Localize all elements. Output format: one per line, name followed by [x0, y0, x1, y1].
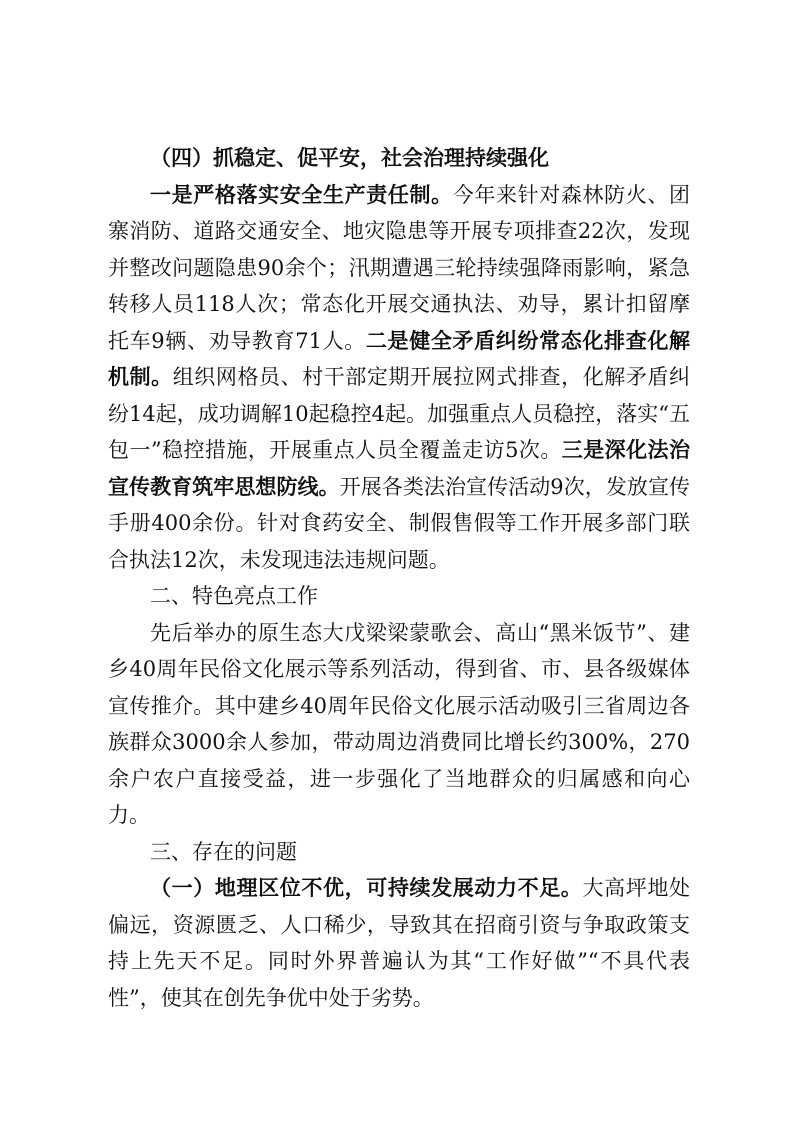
section-4-paragraph	[108, 177, 690, 579]
point-3-title: 三是深化法治宣传教育筑牢思想防线。	[108, 437, 690, 499]
point-3-text: 开展各类法治宣传活动9次，发放宣传手册400余份。针对食药安全、制假售假等工作开展多部门联合执法12次，未发现违法违规问题。	[108, 474, 691, 572]
point-1-text: 今年来针对森林防火、团寨消防、道路交通安全、地灾隐患等开展专项排查22次，发现并整改问题隐患90余个；汛期遭遇三轮持续强降雨影响，紧急转移人员118人次；常态化开展交通执法、劝导，累计扣留摩托车9辆、劝导教育71人。	[108, 182, 690, 353]
problem-1-text: 大高坪地处偏远，资源匮乏、人口稀少，导致其在招商引资与争取政策支持上先天不足。同时外界普遍认为其“工作好做”“不具代表性”，使其在创先争优中处于劣势。	[108, 876, 690, 1010]
point-1-title: 一是严格落实安全生产责任制。	[150, 181, 453, 207]
problems-paragraph	[108, 870, 690, 1016]
problem-1-title: （一）地理区位不优，可持续发展动力不足。	[150, 875, 583, 900]
point-2-text: 组织网格员、村干部定期开展拉网式排查，化解矛盾纠纷14起，成功调解10起稳控4起。加强重点人员稳控，落实“五包一”稳控措施，开展重点人员全覆盖走访5次。	[108, 365, 691, 462]
section-4-heading: （四）抓稳定、促平安，社会治理持续强化	[150, 145, 549, 170]
point-2-title: 二是健全矛盾纠纷常态化排查化解机制。	[108, 327, 690, 389]
problems-heading: 三、存在的问题	[150, 839, 297, 864]
highlights-paragraph: 先后举办的原生态大戊梁梁蒙歌会、高山“黑米饭节”、建乡40周年民俗文化展示等系列活动，得到省、市、县各级媒体宣传推介。其中建乡40周年民俗文化展示活动吸引三省周边各族群众3000余人参加，带动周边消费同比增长约300%，270余户农户直接受益，进一步强化了当地群众的归属感和向心力。	[108, 620, 690, 827]
highlights-heading: 二、特色亮点工作	[150, 584, 318, 608]
document-body	[108, 140, 690, 1016]
